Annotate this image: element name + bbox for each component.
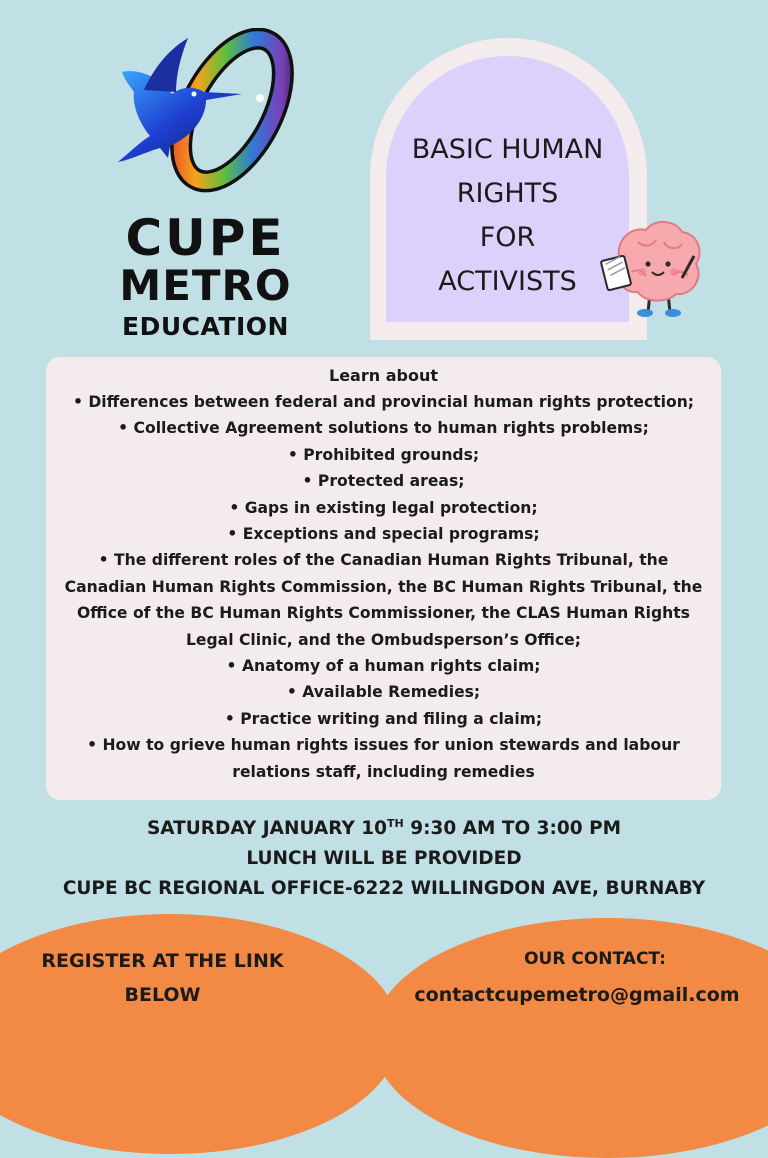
learn-about-heading: Learn about [329, 366, 438, 385]
brain-mascot-icon [598, 212, 708, 322]
hummingbird-logo-icon [110, 28, 300, 208]
topic-item: • The different roles of the Canadian Human Rights Tribunal, the Canadian Human Rights Commission, the BC Human Rights Tribunal, the Office of the BC Human Rights Commissioner, the CLAS Human Rights Legal Clinic, and the Ombudsperson’s Office; [64, 551, 703, 649]
register-line-2: BELOW [124, 984, 201, 1006]
topic-item: • Differences between federal and provincial human rights protection; [72, 393, 695, 411]
learn-about-card [46, 357, 721, 800]
poster-title [386, 128, 629, 304]
event-date-time [0, 814, 768, 844]
logo-wordmark [108, 209, 303, 342]
event-lunch: LUNCH WILL BE PROVIDED [246, 848, 522, 869]
register-line-1: REGISTER AT THE LINK [41, 950, 284, 972]
register-text [20, 944, 305, 1012]
logo-education: EDUCATION [122, 312, 289, 341]
topic-item: • Collective Agreement solutions to human rights problems; [118, 419, 649, 438]
contact-label: OUR CONTACT: [524, 949, 666, 969]
topic-item: • Protected areas; [302, 472, 465, 491]
logo-metro: METRO [119, 261, 292, 310]
event-time: 9:30 AM TO 3:00 PM [403, 818, 622, 839]
title-line-1: BASIC HUMAN [411, 134, 604, 165]
topic-item: • Available Remedies; [286, 683, 481, 702]
contact-email[interactable]: contactcupemetro@gmail.com [414, 984, 740, 1006]
topic-item: • Practice writing and filing a claim; [224, 709, 543, 728]
topic-item: • How to grieve human rights issues for union stewards and labour relations staff, including remedies [87, 736, 680, 781]
event-date-suffix: TH [387, 817, 404, 830]
event-date: SATURDAY JANUARY 10 [146, 818, 388, 839]
event-details [0, 814, 768, 904]
topic-item: • Exceptions and special programs; [227, 525, 540, 544]
title-line-2: RIGHTS [456, 178, 559, 209]
logo-cupe: CUPE [125, 209, 286, 267]
topic-list [58, 389, 709, 785]
topic-item: • Gaps in existing legal protection; [229, 498, 538, 517]
title-line-4: ACTIVISTS [438, 266, 577, 297]
topic-item: • Prohibited grounds; [287, 445, 480, 464]
event-location: CUPE BC REGIONAL OFFICE-6222 WILLINGDON AVE, BURNABY [62, 878, 706, 899]
title-line-3: FOR [479, 222, 536, 253]
topic-item: • Anatomy of a human rights claim; [226, 657, 541, 676]
